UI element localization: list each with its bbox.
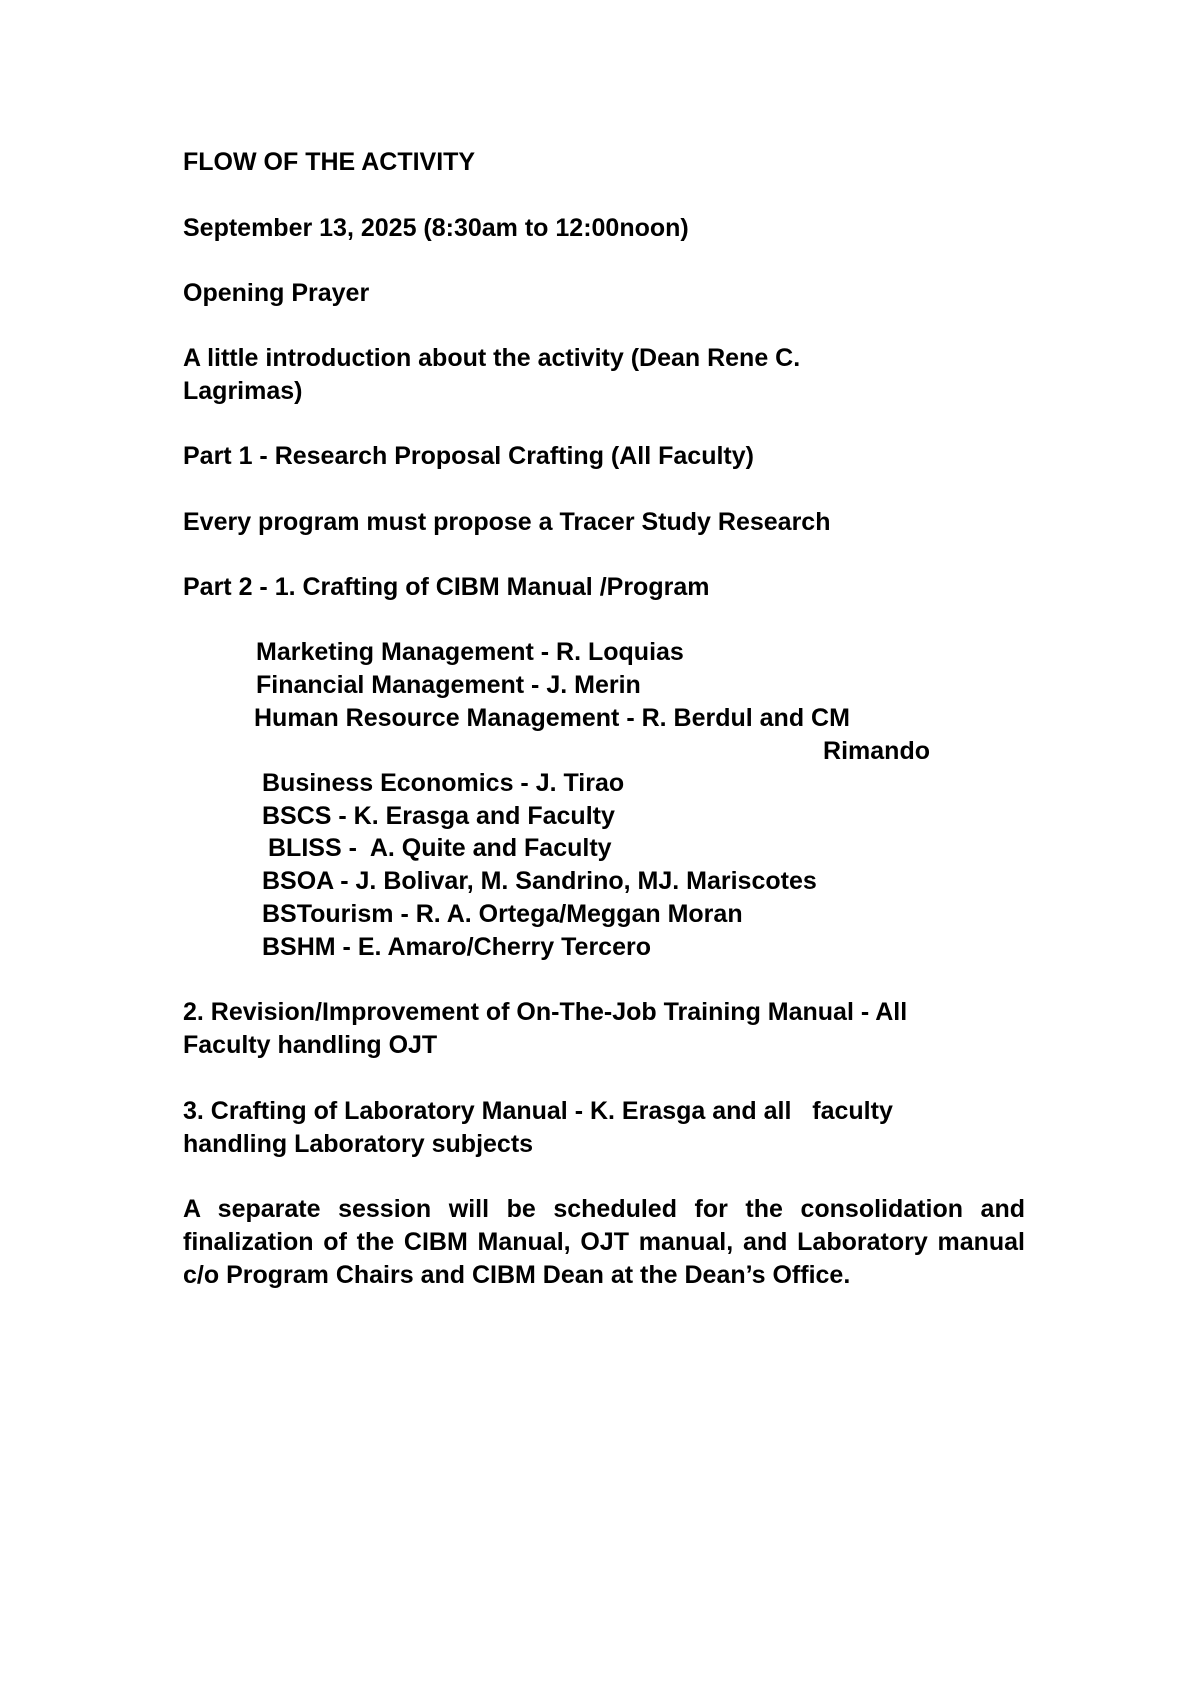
- assignment-hrm-continuation: Rimando: [823, 737, 930, 765]
- assignment-financial: Financial Management - J. Merin: [256, 671, 641, 699]
- date-line: September 13, 2025 (8:30am to 12:00noon): [183, 214, 689, 242]
- item3-line-2: handling Laboratory subjects: [183, 1130, 534, 1158]
- closing-note: A separate session will be scheduled for the consolidation and finalization of the CIBM Manual, OJT manual, and Laboratory manual c/o Program Chairs and CIBM Dean at the Dean’s Office.: [183, 1195, 1025, 1289]
- item2-line-2: Faculty handling OJT: [183, 1031, 438, 1059]
- item3-line-1: 3. Crafting of Laboratory Manual - K. Erasga and all faculty: [183, 1097, 893, 1125]
- opening-prayer: Opening Prayer: [183, 279, 370, 307]
- assignment-bshm: BSHM - E. Amaro/Cherry Tercero: [262, 933, 651, 961]
- assignment-bsoa: BSOA - J. Bolivar, M. Sandrino, MJ. Mariscotes: [262, 867, 817, 895]
- document-title: FLOW OF THE ACTIVITY: [183, 148, 476, 176]
- introduction-line-2: Lagrimas): [183, 377, 303, 405]
- assignment-hrm: Human Resource Management - R. Berdul and CM: [254, 704, 850, 732]
- tracer-study-note: Every program must propose a Tracer Study Research: [183, 508, 831, 536]
- part1-heading: Part 1 - Research Proposal Crafting (All Faculty): [183, 442, 754, 470]
- assignment-marketing: Marketing Management - R. Loquias: [256, 638, 684, 666]
- assignment-bstourism: BSTourism - R. A. Ortega/Meggan Moran: [262, 900, 743, 928]
- assignment-business-economics: Business Economics - J. Tirao: [262, 769, 625, 797]
- assignment-bscs: BSCS - K. Erasga and Faculty: [262, 802, 615, 830]
- introduction-line-1: A little introduction about the activity (Dean Rene C.: [183, 344, 801, 372]
- part2-heading: Part 2 - 1. Crafting of CIBM Manual /Program: [183, 573, 710, 601]
- assignment-bliss: BLISS - A. Quite and Faculty: [268, 834, 612, 862]
- item2-line-1: 2. Revision/Improvement of On-The-Job Training Manual - All: [183, 998, 908, 1026]
